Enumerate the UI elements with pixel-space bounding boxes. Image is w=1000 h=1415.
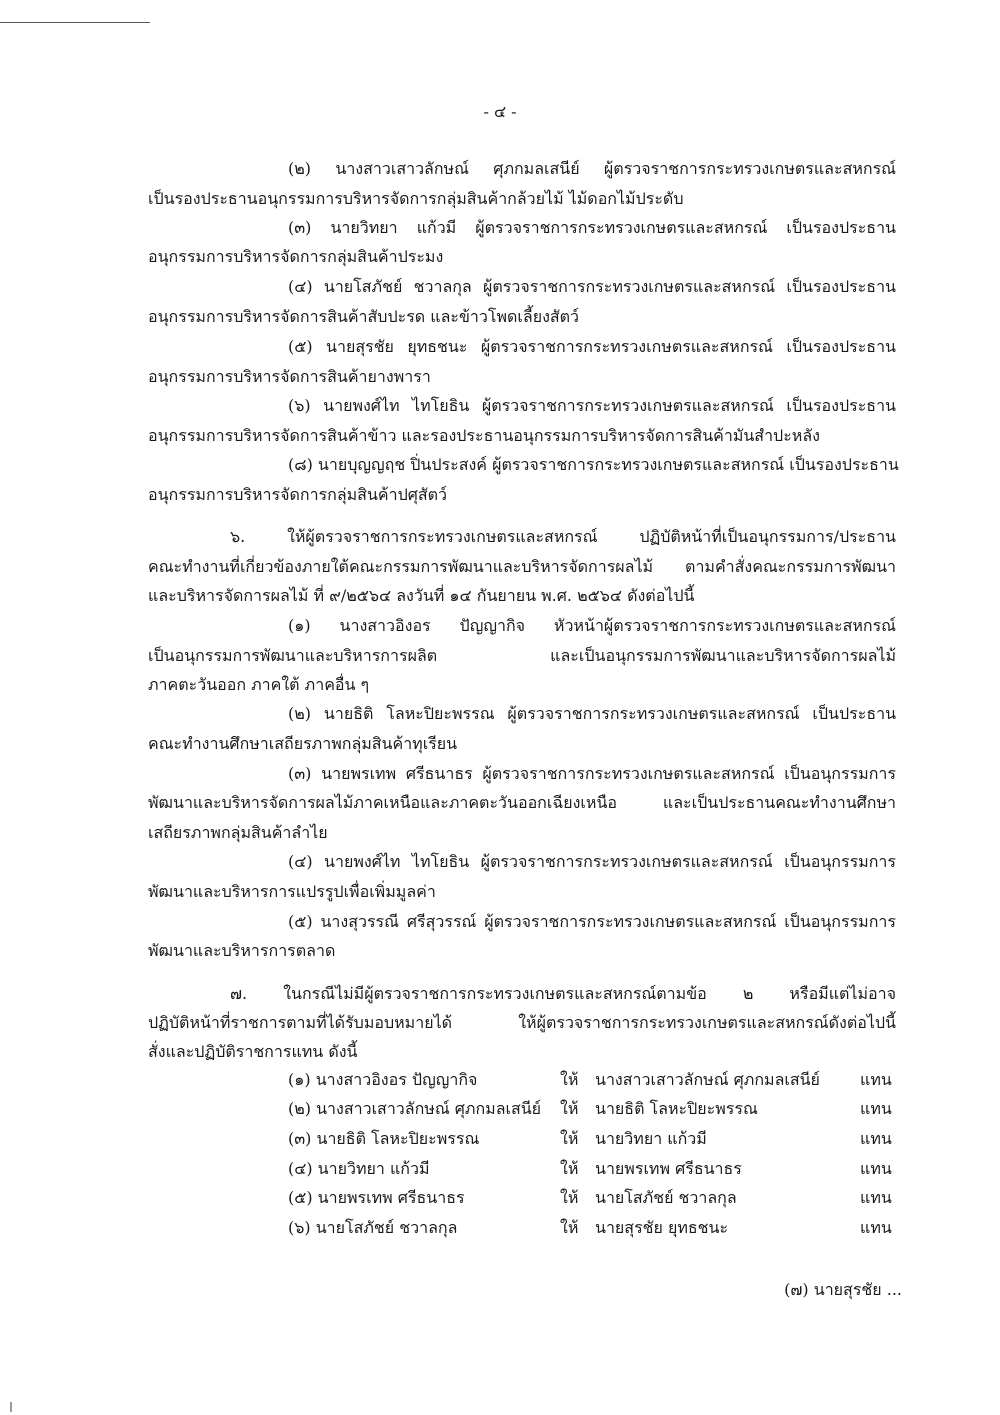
paragraph-line: พัฒนาและบริหารการตลาด [148, 941, 336, 960]
paragraph-line: อนุกรรมการบริหารจัดการสินค้าสับปะรด และข้าวโพดเลี้ยงสัตว์ [148, 307, 580, 326]
substitution-row [0, 1157, 1000, 1181]
paragraph-line: ปฏิบัติหน้าที่ราชการตามที่ได้รับมอบหมายได้ ให้ผู้ตรวจราชการกระทรวงเกษตรและสหกรณ์ดังต่อไปนี้ [148, 1013, 896, 1032]
paragraph-line: (๒) นายธิติ โลหะปิยะพรรณ ผู้ตรวจราชการกระทรวงเกษตรและสหกรณ์ เป็นประธาน [288, 704, 896, 723]
paragraph-line: (๔) นายพงศ์ไท ไทโยธิน ผู้ตรวจราชการกระทรวงเกษตรและสหกรณ์ เป็นอนุกรรมการ [288, 852, 896, 871]
substitution-to: นางสาวเสาวลักษณ์ ศุภกมลเสนีย์ [595, 1070, 820, 1089]
section-6-heading-line: ๖. ให้ผู้ตรวจราชการกระทรวงเกษตรและสหกรณ์ ปฏิบัติหน้าที่เป็นอนุกรรมการ/ประธาน [230, 527, 896, 546]
substitution-from: (๕) นายพรเทพ ศรีธนาธร [288, 1188, 465, 1207]
substitution-give: ให้ [560, 1159, 579, 1178]
substitution-give: ให้ [560, 1129, 579, 1148]
paragraph-line: (๖) นายพงศ์ไท ไทโยธิน ผู้ตรวจราชการกระทรวงเกษตรและสหกรณ์ เป็นรองประธาน [288, 396, 896, 415]
substitution-from: (๔) นายวิทยา แก้วมี [288, 1159, 430, 1178]
substitution-from: (๒) นางสาวเสาวลักษณ์ ศุภกมลเสนีย์ [288, 1099, 542, 1118]
paragraph-line: อนุกรรมการบริหารจัดการกลุ่มสินค้าประมง [148, 247, 444, 266]
paragraph-line: พัฒนาและบริหารจัดการผลไม้ภาคเหนือและภาคตะวันออกเฉียงเหนือ และเป็นประธานคณะทำงานศึกษา [148, 793, 896, 812]
substitution-to: นายสุรชัย ยุทธชนะ [595, 1218, 729, 1237]
substitution-row [0, 1068, 1000, 1092]
substitution-from: (๖) นายโสภัชย์ ชวาลกุล [288, 1218, 458, 1237]
substitution-to: นายธิติ โลหะปิยะพรรณ [595, 1099, 758, 1118]
paragraph-line: สั่งและปฏิบัติราชการแทน ดังนี้ [148, 1042, 358, 1061]
paragraph-line: (๕) นางสุวรรณี ศรีสุวรรณ์ ผู้ตรวจราชการกระทรวงเกษตรและสหกรณ์ เป็นอนุกรรมการ [288, 912, 896, 931]
paragraph-line: (๘) นายบุญญฤช ปิ่นประสงค์ ผู้ตรวจราชการกระทรวงเกษตรและสหกรณ์ เป็นรองประธาน [288, 455, 899, 474]
paragraph-line: (๒) นางสาวเสาวลักษณ์ ศุภกมลเสนีย์ ผู้ตรวจราชการกระทรวงเกษตรและสหกรณ์ [288, 159, 896, 178]
paragraph-line: (๓) นายพรเทพ ศรีธนาธร ผู้ตรวจราชการกระทรวงเกษตรและสหกรณ์ เป็นอนุกรรมการ [288, 764, 896, 783]
scan-mark [10, 1402, 12, 1412]
substitution-give: ให้ [560, 1218, 579, 1237]
paragraph-line: (๑) นางสาวอิงอร ปัญญากิจ หัวหน้าผู้ตรวจราชการกระทรวงเกษตรและสหกรณ์ [288, 616, 896, 635]
substitution-instead: แทน [860, 1129, 892, 1148]
substitution-instead: แทน [860, 1099, 892, 1118]
substitution-instead: แทน [860, 1159, 892, 1178]
paragraph-line: อนุกรรมการบริหารจัดการสินค้าข้าว และรองประธานอนุกรรมการบริหารจัดการสินค้ามันสำปะหลัง [148, 426, 820, 445]
paragraph-line: เสถียรภาพกลุ่มสินค้าลำไย [148, 823, 328, 842]
substitution-row [0, 1127, 1000, 1151]
substitution-from: (๑) นางสาวอิงอร ปัญญากิจ [288, 1070, 478, 1089]
substitution-to: นายพรเทพ ศรีธนาธร [595, 1159, 742, 1178]
substitution-give: ให้ [560, 1188, 579, 1207]
substitution-instead: แทน [860, 1218, 892, 1237]
substitution-from: (๓) นายธิติ โลหะปิยะพรรณ [288, 1129, 480, 1148]
paragraph-line: ภาคตะวันออก ภาคใต้ ภาคอื่น ๆ [148, 675, 370, 694]
substitution-instead: แทน [860, 1188, 892, 1207]
paragraph-line: และบริหารจัดการผลไม้ ที่ ๙/๒๕๖๔ ลงวันที่ ๑๔ กันยายน พ.ศ. ๒๕๖๔ ดังต่อไปนี้ [148, 586, 695, 605]
paragraph-line: เป็นอนุกรรมการพัฒนาและบริหารการผลิต และเป็นอนุกรรมการพัฒนาและบริหารจัดการผลไม้ [148, 646, 896, 665]
substitution-row [0, 1186, 1000, 1210]
paragraph-line: (๔) นายโสภัชย์ ชวาลกุล ผู้ตรวจราชการกระทรวงเกษตรและสหกรณ์ เป็นรองประธาน [288, 277, 896, 296]
substitution-instead: แทน [860, 1070, 892, 1089]
substitution-row [0, 1216, 1000, 1240]
paragraph-line: เป็นรองประธานอนุกรรมการบริหารจัดการกลุ่มสินค้ากล้วยไม้ ไม้ดอกไม้ประดับ [148, 189, 684, 208]
paragraph-line: (๓) นายวิทยา แก้วมี ผู้ตรวจราชการกระทรวงเกษตรและสหกรณ์ เป็นรองประธาน [288, 218, 896, 237]
paragraph-line: พัฒนาและบริหารการแปรรูปเพื่อเพิ่มมูลค่า [148, 882, 436, 901]
paragraph-line: คณะทำงานศึกษาเสถียรภาพกลุ่มสินค้าทุเรียน [148, 734, 458, 753]
section-7-heading-line: ๗. ในกรณีไม่มีผู้ตรวจราชการกระทรวงเกษตรและสหกรณ์ตามข้อ ๒ หรือมีแต่ไม่อาจ [230, 984, 896, 1003]
next-page-hint: (๗) นายสุรชัย ... [784, 1280, 902, 1299]
paragraph-line: อนุกรรมการบริหารจัดการสินค้ายางพารา [148, 367, 431, 386]
page-number: - ๔ - [483, 102, 517, 121]
scan-edge-line [0, 22, 150, 23]
paragraph-line: อนุกรรมการบริหารจัดการกลุ่มสินค้าปศุสัตว์ [148, 485, 448, 504]
substitution-row [0, 1097, 1000, 1121]
paragraph-line: คณะทำงานที่เกี่ยวข้องภายใต้คณะกรรมการพัฒนาและบริหารจัดการผลไม้ ตามคำสั่งคณะกรรมการพัฒนา [148, 557, 896, 576]
substitution-give: ให้ [560, 1099, 579, 1118]
substitution-to: นายโสภัชย์ ชวาลกุล [595, 1188, 737, 1207]
substitution-give: ให้ [560, 1070, 579, 1089]
substitution-to: นายวิทยา แก้วมี [595, 1129, 707, 1148]
paragraph-line: (๕) นายสุรชัย ยุทธชนะ ผู้ตรวจราชการกระทรวงเกษตรและสหกรณ์ เป็นรองประธาน [288, 337, 896, 356]
